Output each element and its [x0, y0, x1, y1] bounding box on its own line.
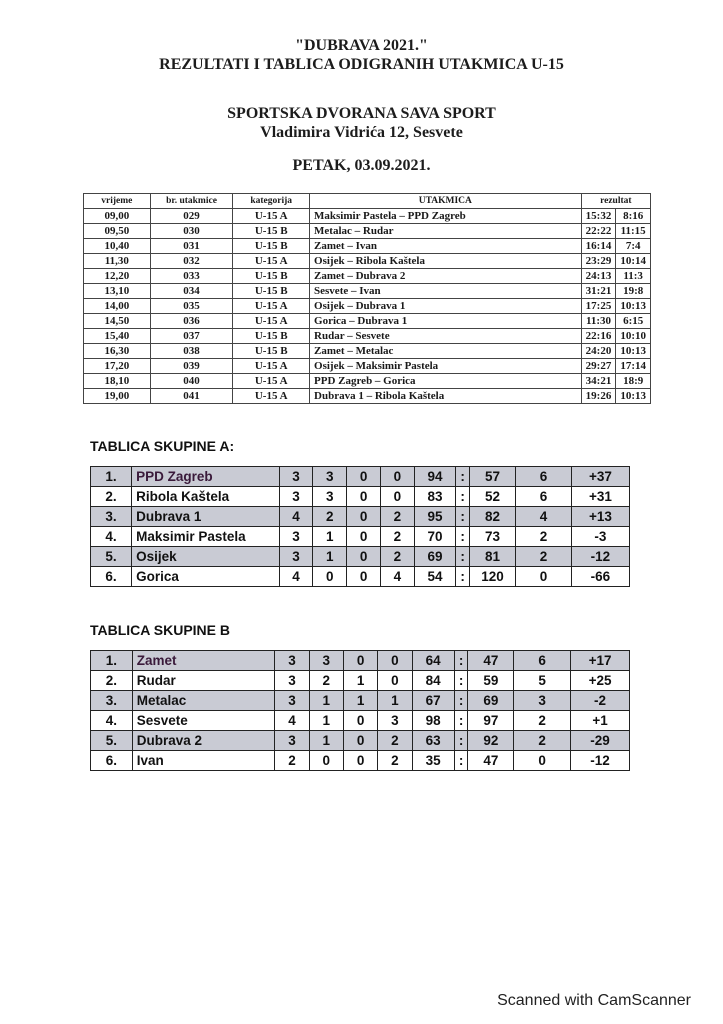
standings-sep: : [456, 547, 470, 567]
match-score: 29:27 [581, 359, 616, 374]
match-category: U-15 B [233, 239, 310, 254]
standings-diff: -29 [571, 731, 630, 751]
title-line-1: "DUBRAVA 2021." [295, 37, 428, 54]
standings-w: 0 [309, 751, 343, 771]
standings-l: 0 [378, 651, 412, 671]
standings-gf: 94 [414, 467, 456, 487]
standings-gf: 69 [414, 547, 456, 567]
standings-team: PPD Zagreb [132, 467, 280, 487]
standings-gf: 67 [412, 691, 454, 711]
standings-ga: 120 [469, 567, 515, 587]
venue-address: Vladimira Vidrića 12, Sesvete [260, 124, 463, 141]
standings-d: 0 [347, 487, 381, 507]
match-number: 032 [150, 254, 233, 269]
standings-diff: -12 [571, 751, 630, 771]
standings-diff: +1 [571, 711, 630, 731]
standings-team: Ribola Kaštela [132, 487, 280, 507]
match-number: 040 [150, 374, 233, 389]
match-time: 19,00 [84, 389, 151, 404]
group-a-table [90, 466, 630, 587]
standings-row [91, 651, 630, 671]
standings-p: 3 [275, 731, 309, 751]
match-time: 16,30 [84, 344, 151, 359]
standings-pts: 0 [516, 567, 572, 587]
match-number: 039 [150, 359, 233, 374]
standings-row [91, 487, 630, 507]
standings-d: 0 [343, 651, 377, 671]
match-score: 31:21 [581, 284, 616, 299]
standings-d: 0 [347, 507, 381, 527]
standings-ga: 47 [468, 751, 514, 771]
standings-pts: 3 [514, 691, 571, 711]
standings-p: 3 [279, 487, 313, 507]
standings-diff: +31 [571, 487, 629, 507]
standings-gf: 63 [412, 731, 454, 751]
match-category: U-15 A [233, 254, 310, 269]
match-time: 14,50 [84, 314, 151, 329]
group-b-title: TABLICA SKUPINE B [90, 622, 230, 638]
standings-diff: -3 [571, 527, 629, 547]
match-teams: Zamet – Dubrava 2 [310, 269, 582, 284]
standings-w: 1 [309, 691, 343, 711]
standings-p: 3 [279, 527, 313, 547]
standings-diff: +13 [571, 507, 629, 527]
standings-p: 3 [275, 691, 309, 711]
standings-w: 3 [313, 487, 347, 507]
match-halftime: 11:3 [616, 269, 651, 284]
standings-d: 0 [347, 547, 381, 567]
group-b-table [90, 650, 630, 771]
standings-ga: 52 [469, 487, 515, 507]
match-category: U-15 B [233, 269, 310, 284]
standings-team: Ivan [132, 751, 275, 771]
standings-row [91, 567, 630, 587]
standings-ga: 81 [469, 547, 515, 567]
match-category: U-15 B [233, 284, 310, 299]
standings-w: 0 [313, 567, 347, 587]
standings-gf: 84 [412, 671, 454, 691]
match-time: 12,20 [84, 269, 151, 284]
standings-row [91, 547, 630, 567]
matches-table [83, 193, 651, 404]
standings-l: 2 [380, 527, 414, 547]
match-time: 10,40 [84, 239, 151, 254]
standings-ga: 92 [468, 731, 514, 751]
standings-sep: : [454, 711, 468, 731]
standings-l: 3 [378, 711, 412, 731]
venue-name: SPORTSKA DVORANA SAVA SPORT [227, 105, 496, 122]
standings-d: 0 [347, 527, 381, 547]
match-teams: Zamet – Ivan [310, 239, 582, 254]
match-number: 037 [150, 329, 233, 344]
standings-pts: 6 [516, 467, 572, 487]
standings-gf: 70 [414, 527, 456, 547]
match-row [84, 209, 651, 224]
standings-w: 3 [313, 467, 347, 487]
standings-pts: 2 [516, 547, 572, 567]
standings-l: 2 [380, 547, 414, 567]
standings-row [91, 527, 630, 547]
standings-l: 2 [380, 507, 414, 527]
standings-pos: 1. [91, 467, 132, 487]
standings-pts: 2 [516, 527, 572, 547]
standings-w: 1 [313, 547, 347, 567]
standings-team: Dubrava 2 [132, 731, 275, 751]
match-teams: Rudar – Sesvete [310, 329, 582, 344]
match-halftime: 10:13 [616, 299, 651, 314]
standings-gf: 95 [414, 507, 456, 527]
standings-sep: : [454, 671, 468, 691]
standings-p: 3 [279, 547, 313, 567]
standings-pos: 6. [91, 567, 132, 587]
standings-pts: 5 [514, 671, 571, 691]
match-score: 15:32 [581, 209, 616, 224]
match-row [84, 359, 651, 374]
standings-l: 0 [380, 467, 414, 487]
match-teams: Osijek – Dubrava 1 [310, 299, 582, 314]
match-number: 029 [150, 209, 233, 224]
standings-pos: 2. [91, 487, 132, 507]
standings-p: 4 [279, 567, 313, 587]
match-score: 22:22 [581, 224, 616, 239]
standings-gf: 64 [412, 651, 454, 671]
matches-header-row [84, 194, 651, 209]
match-category: U-15 B [233, 224, 310, 239]
match-teams: Maksimir Pastela – PPD Zagreb [310, 209, 582, 224]
standings-pos: 4. [91, 527, 132, 547]
match-number: 038 [150, 344, 233, 359]
standings-p: 3 [275, 671, 309, 691]
match-score: 17:25 [581, 299, 616, 314]
standings-w: 3 [309, 651, 343, 671]
col-match: UTAKMICA [310, 194, 582, 209]
match-time: 14,00 [84, 299, 151, 314]
match-time: 11,30 [84, 254, 151, 269]
match-number: 033 [150, 269, 233, 284]
match-time: 09,00 [84, 209, 151, 224]
standings-d: 0 [343, 731, 377, 751]
match-row [84, 239, 651, 254]
standings-sep: : [456, 487, 470, 507]
match-teams: Zamet – Metalac [310, 344, 582, 359]
standings-gf: 98 [412, 711, 454, 731]
standings-d: 1 [343, 691, 377, 711]
match-halftime: 11:15 [616, 224, 651, 239]
match-row [84, 284, 651, 299]
standings-diff: +37 [571, 467, 629, 487]
standings-team: Maksimir Pastela [132, 527, 280, 547]
match-teams: Osijek – Maksimir Pastela [310, 359, 582, 374]
standings-sep: : [456, 467, 470, 487]
standings-d: 1 [343, 671, 377, 691]
standings-l: 1 [378, 691, 412, 711]
standings-team: Zamet [132, 651, 275, 671]
document-title [0, 36, 723, 74]
standings-pts: 2 [514, 711, 571, 731]
standings-pos: 3. [91, 691, 133, 711]
standings-w: 2 [309, 671, 343, 691]
match-score: 19:26 [581, 389, 616, 404]
match-teams: PPD Zagreb – Gorica [310, 374, 582, 389]
standings-ga: 69 [468, 691, 514, 711]
match-halftime: 19:8 [616, 284, 651, 299]
match-time: 18,10 [84, 374, 151, 389]
match-category: U-15 B [233, 329, 310, 344]
standings-row [91, 467, 630, 487]
match-category: U-15 A [233, 314, 310, 329]
match-row [84, 344, 651, 359]
match-teams: Sesvete – Ivan [310, 284, 582, 299]
match-score: 34:21 [581, 374, 616, 389]
standings-sep: : [456, 567, 470, 587]
standings-l: 2 [378, 751, 412, 771]
standings-ga: 97 [468, 711, 514, 731]
match-category: U-15 A [233, 299, 310, 314]
match-row [84, 269, 651, 284]
standings-ga: 59 [468, 671, 514, 691]
match-score: 16:14 [581, 239, 616, 254]
match-date: PETAK, 03.09.2021. [292, 157, 431, 174]
match-time: 09,50 [84, 224, 151, 239]
group-a-title: TABLICA SKUPINE A: [90, 438, 235, 454]
match-row [84, 254, 651, 269]
match-halftime: 10:10 [616, 329, 651, 344]
match-number: 036 [150, 314, 233, 329]
match-time: 17,20 [84, 359, 151, 374]
match-row [84, 329, 651, 344]
standings-d: 0 [347, 567, 381, 587]
standings-sep: : [456, 507, 470, 527]
match-time: 13,10 [84, 284, 151, 299]
standings-d: 0 [347, 467, 381, 487]
match-category: U-15 A [233, 374, 310, 389]
standings-row [91, 671, 630, 691]
match-teams: Gorica – Dubrava 1 [310, 314, 582, 329]
match-row [84, 314, 651, 329]
match-number: 041 [150, 389, 233, 404]
standings-team: Gorica [132, 567, 280, 587]
standings-diff: -2 [571, 691, 630, 711]
standings-sep: : [454, 691, 468, 711]
col-match-number: br. utakmice [150, 194, 233, 209]
standings-pos: 6. [91, 751, 133, 771]
standings-ga: 82 [469, 507, 515, 527]
standings-d: 0 [343, 711, 377, 731]
standings-p: 4 [275, 711, 309, 731]
standings-pos: 5. [91, 547, 132, 567]
standings-pos: 4. [91, 711, 133, 731]
standings-p: 2 [275, 751, 309, 771]
match-halftime: 10:14 [616, 254, 651, 269]
standings-team: Metalac [132, 691, 275, 711]
standings-p: 3 [279, 467, 313, 487]
scanner-watermark: Scanned with CamScanner [497, 992, 691, 1009]
match-number: 034 [150, 284, 233, 299]
venue-block [0, 104, 723, 142]
standings-ga: 73 [469, 527, 515, 547]
standings-pts: 2 [514, 731, 571, 751]
match-teams: Metalac – Rudar [310, 224, 582, 239]
match-halftime: 10:13 [616, 344, 651, 359]
standings-l: 0 [378, 671, 412, 691]
standings-diff: -12 [571, 547, 629, 567]
match-category: U-15 A [233, 359, 310, 374]
match-halftime: 10:13 [616, 389, 651, 404]
match-number: 035 [150, 299, 233, 314]
standings-w: 1 [309, 711, 343, 731]
match-teams: Osijek – Ribola Kaštela [310, 254, 582, 269]
col-result: rezultat [581, 194, 650, 209]
col-time: vrijeme [84, 194, 151, 209]
standings-l: 4 [380, 567, 414, 587]
standings-p: 3 [275, 651, 309, 671]
standings-row [91, 711, 630, 731]
standings-p: 4 [279, 507, 313, 527]
standings-gf: 54 [414, 567, 456, 587]
standings-row [91, 731, 630, 751]
standings-pts: 6 [516, 487, 572, 507]
match-row [84, 374, 651, 389]
match-number: 031 [150, 239, 233, 254]
col-category: kategorija [233, 194, 310, 209]
standings-l: 2 [378, 731, 412, 751]
standings-pos: 5. [91, 731, 133, 751]
match-category: U-15 A [233, 209, 310, 224]
standings-sep: : [456, 527, 470, 547]
match-halftime: 6:15 [616, 314, 651, 329]
match-score: 11:30 [581, 314, 616, 329]
match-score: 22:16 [581, 329, 616, 344]
standings-w: 1 [309, 731, 343, 751]
match-row [84, 299, 651, 314]
standings-row [91, 507, 630, 527]
standings-row [91, 751, 630, 771]
standings-diff: -66 [571, 567, 629, 587]
match-time: 15,40 [84, 329, 151, 344]
standings-pos: 2. [91, 671, 133, 691]
standings-gf: 83 [414, 487, 456, 507]
match-row [84, 389, 651, 404]
match-number: 030 [150, 224, 233, 239]
standings-pts: 6 [514, 651, 571, 671]
standings-sep: : [454, 731, 468, 751]
standings-w: 1 [313, 527, 347, 547]
match-score: 24:13 [581, 269, 616, 284]
match-halftime: 17:14 [616, 359, 651, 374]
match-score: 23:29 [581, 254, 616, 269]
match-halftime: 8:16 [616, 209, 651, 224]
match-score: 24:20 [581, 344, 616, 359]
standings-row [91, 691, 630, 711]
match-teams: Dubrava 1 – Ribola Kaštela [310, 389, 582, 404]
standings-ga: 47 [468, 651, 514, 671]
title-line-2: REZULTATI I TABLICA ODIGRANIH UTAKMICA U-15 [159, 56, 564, 73]
standings-pts: 4 [516, 507, 572, 527]
standings-w: 2 [313, 507, 347, 527]
match-halftime: 18:9 [616, 374, 651, 389]
match-category: U-15 A [233, 389, 310, 404]
standings-team: Rudar [132, 671, 275, 691]
standings-pos: 1. [91, 651, 133, 671]
standings-ga: 57 [469, 467, 515, 487]
match-category: U-15 B [233, 344, 310, 359]
match-halftime: 7:4 [616, 239, 651, 254]
match-row [84, 224, 651, 239]
standings-team: Sesvete [132, 711, 275, 731]
standings-gf: 35 [412, 751, 454, 771]
standings-team: Osijek [132, 547, 280, 567]
standings-pos: 3. [91, 507, 132, 527]
standings-l: 0 [380, 487, 414, 507]
standings-diff: +17 [571, 651, 630, 671]
standings-sep: : [454, 651, 468, 671]
standings-diff: +25 [571, 671, 630, 691]
standings-sep: : [454, 751, 468, 771]
standings-team: Dubrava 1 [132, 507, 280, 527]
standings-pts: 0 [514, 751, 571, 771]
standings-d: 0 [343, 751, 377, 771]
